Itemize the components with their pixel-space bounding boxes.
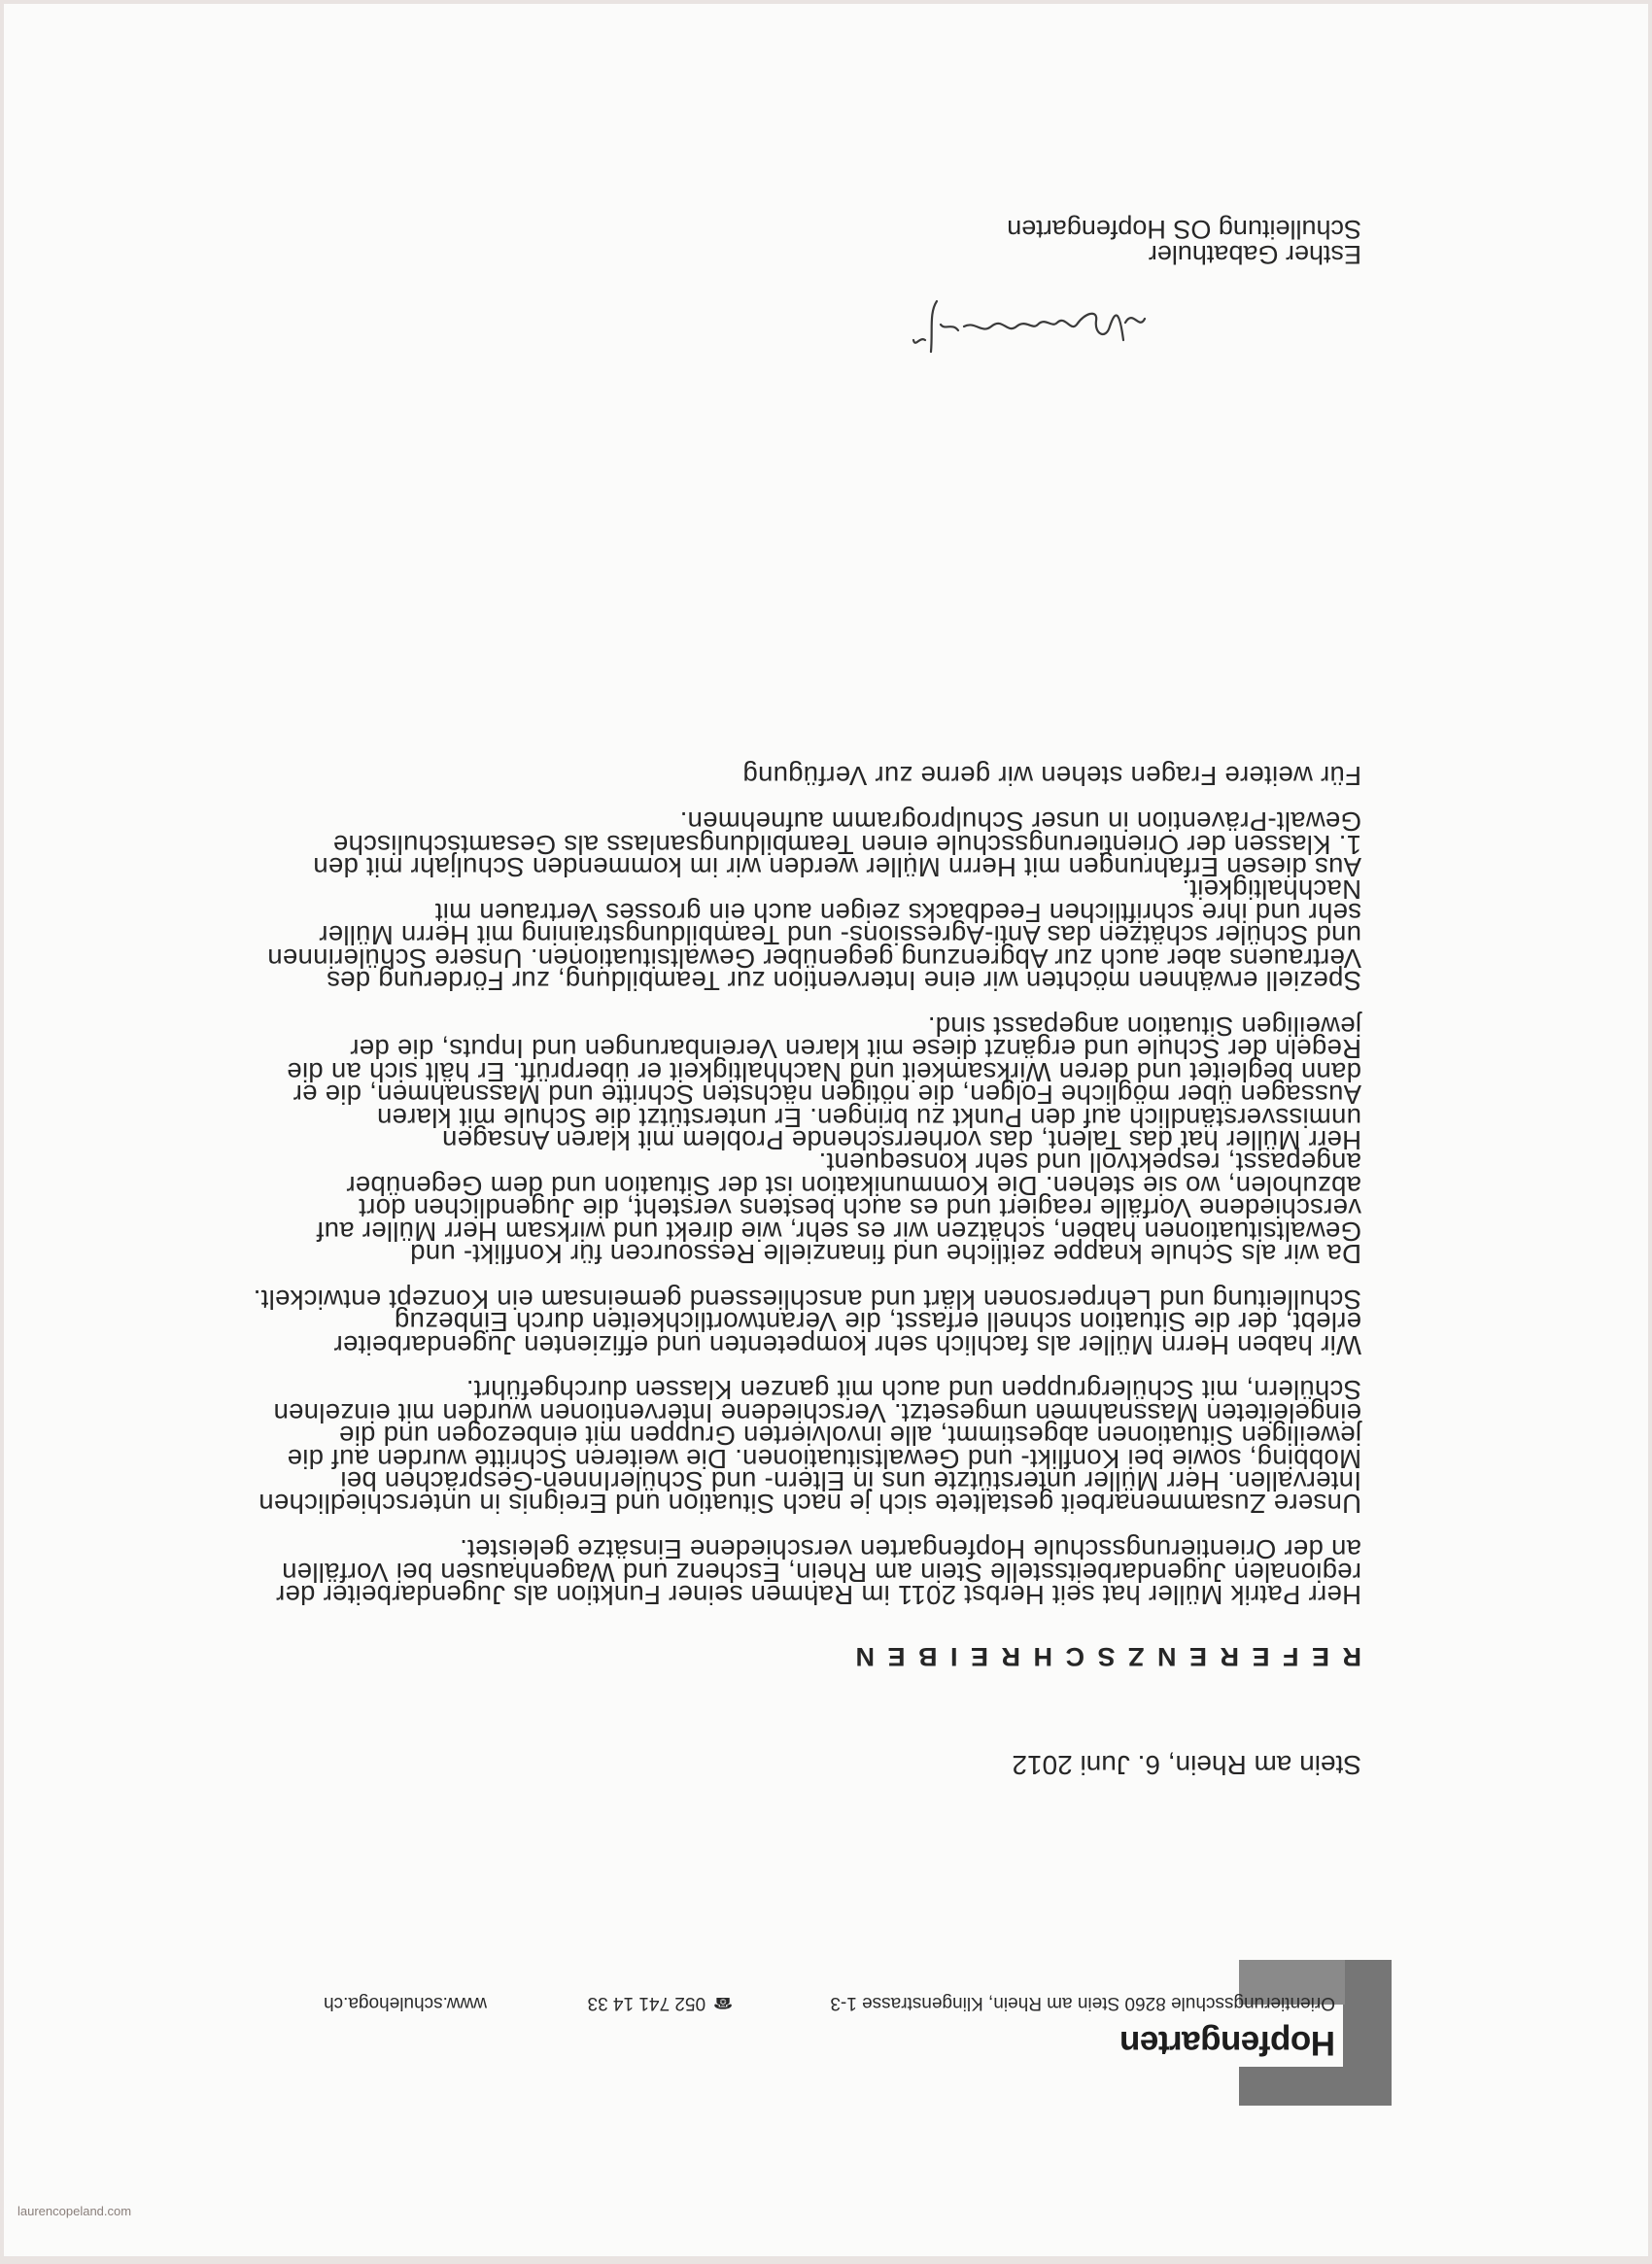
watermark-text: laurencopeland.com <box>17 2204 132 2218</box>
paragraph-6: Für weitere Fragen stehen wir gerne zur Verfügung <box>742 761 1361 792</box>
signer-name: Esther Gabathuler <box>1148 240 1361 269</box>
phone-number: 052 741 14 33 <box>587 1993 706 2013</box>
phone-icon: ☎ <box>713 1994 733 2010</box>
handwritten-signature <box>861 292 1153 369</box>
paragraph-3: Wir haben Herrn Müller als fachlich sehr kompetenten und effizienten Jugendarbeiter erlebt, der die Situation schnell erfasst, die Verantwortlichkeiten durch Einbezug Schulleitung und Lehrpersonen klärt und anschliessend gemeinsam ein Konzept entwickelt. <box>253 1284 1361 1360</box>
paragraph-1: Herr Patrik Müller hat seit Herbst 2011 im Rahmen seiner Funktion als Jugendarbeiter der regionalen Jugendarbeitsstelle Stein am Rhein, Eschenz und Wagenhausen bei Vorfällen an der Orientierungsschule Hopfengarten verschiedene Einsätze geleistet. <box>275 1534 1361 1610</box>
signer-role: Schulleitung OS Hopfengarten <box>1007 215 1361 244</box>
signer-block <box>1007 217 1361 267</box>
paragraph-4: Da wir als Schule knappe zeitliche und finanzielle Ressourcen für Konflikt- und Gewaltsituationen haben, schätzen wir es sehr, wie direkt und wirksam Herr Müller auf verschiedene Vorfälle reagiert und es auch bestens versteht, die Jugendlichen dort abzuholen, wo sie stehen. Die Kommunikation ist der Situation und dem Gegenüber angepasst, respektvoll und sehr konsequent. Herr Müller hat das Talent, das vorherrschende Problem mit klaren Ansagen unmissverständlich auf den Punkt zu bringen. Er unterstützt die Schule mit klaren Aussagen über mögliche Folgen, die nötigen nächsten Schritte und Massnahmen, die er dann begleitet und deren Wirksamkeit und Nachhaltigkeit er überprüft. Er hält sich an die Regeln der Schule und ergänzt diese mit klaren Vereinbarungen und Inputs, die der jeweiligen Situation angepasst sind. <box>287 1011 1361 1269</box>
letterhead-address: Orientierungsschule 8260 Stein am Rhein, Klingenstrasse 1-3 <box>830 1993 1335 2013</box>
letter-rotated <box>4 4 1652 2264</box>
letter-body <box>108 742 1361 1610</box>
scanned-page <box>4 4 1648 2256</box>
letterhead-address-line <box>324 1992 1335 2013</box>
letterhead-name: Hopfengarten <box>1119 2024 1335 2062</box>
date-line: Stein am Rhein, 6. Juni 2012 <box>1012 1750 1361 1780</box>
letterhead-phone <box>588 1992 733 2013</box>
letterhead-website: www.schulehoga.ch <box>324 1993 487 2013</box>
paragraph-2: Unsere Zusammenarbeit gestaltete sich je nach Situation und Ereignis in unterschiedlichen Intervallen. Herr Müller unterstützte uns in Eltern- und SchülerInnen-Gesprächen bei Mobbing, sowie bei Konflikt- und Gewaltsituationen. Die weiteren Schritte wurden auf die jeweiligen Situationen abgestimmt, alle involvierten Gruppen mit einbezogen und die eingeleiteten Massnahmen umgesetzt. Verschiedene Interventionen wurden mit einzelnen Schülern, mit Schülergruppen und auch mit ganzen Klassen durchgeführt. <box>258 1375 1361 1520</box>
logo-bar-horizontal <box>1239 2067 1392 2106</box>
paragraph-5: Speziell erwähnen möchten wir eine Intervention zur Teambildung, zur Förderung des Vertrauens aber auch zur Abgrenzung gegenüber Gewaltsituationen. Unsere Schülerinnen und Schüler schätzen das Anti-Agressions- und Teambildungstraining mit Herrn Müller sehr und ihre schriftlichen Feedbacks zeigen auch ein grosses Vertrauen mit Nachhaltigkeit. Aus diesen Erfahrungen mit Herrn Müller werden wir im kommenden Schuljahr mit den 1. Klassen der Orientierungsschule einen Teambildungsanlass als Gesamtschulische Gewalt-Prävention in unser Schulprogramm aufnehmen. <box>267 806 1361 997</box>
letter-heading: REFERENZSCHREIBEN <box>842 1642 1361 1671</box>
